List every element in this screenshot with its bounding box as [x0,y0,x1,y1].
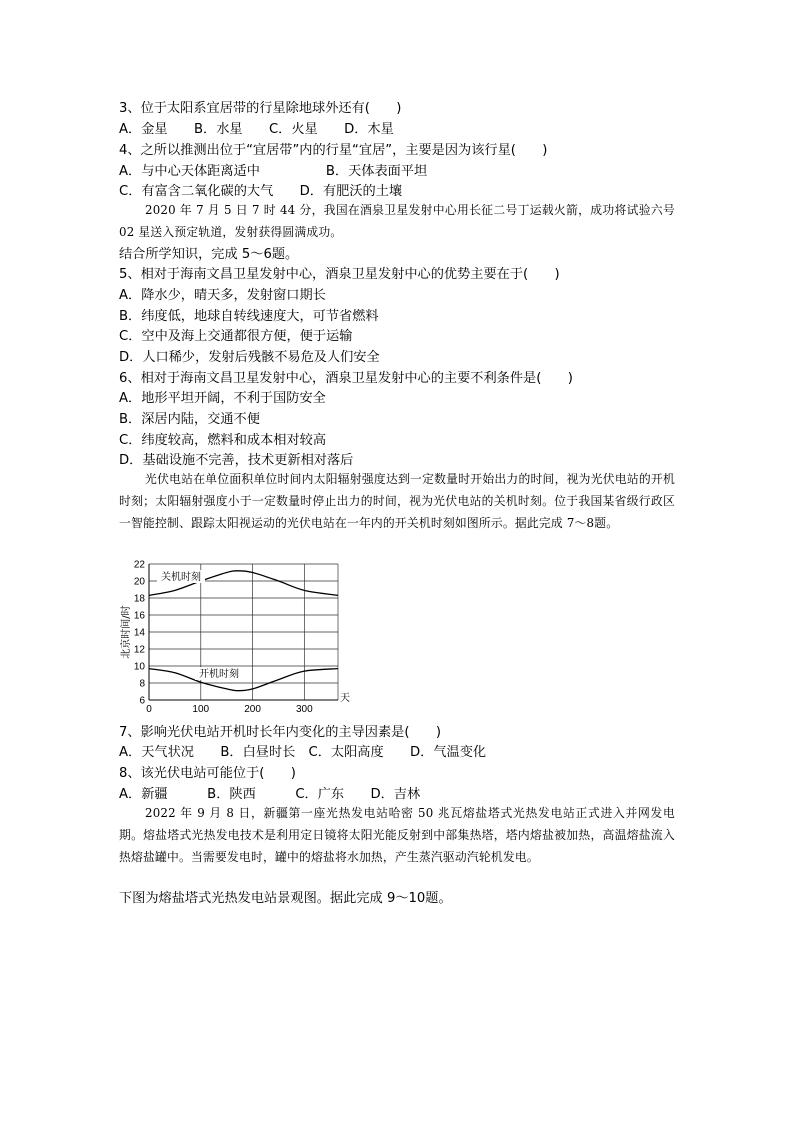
y-tick-label: 6 [139,695,145,707]
q5-option-b: B．纬度低，地球自转线速度大，可节省燃料 [119,309,379,324]
passage-launch [119,199,675,243]
y-axis-label: 北京时间/时 [121,605,132,659]
x-tick-label: 0 [146,704,152,715]
q4-options-cd: C．有富含二氧化碳的大气 D．有肥沃的土壤 [119,184,403,199]
y-tick-label: 10 [133,661,145,673]
q6-stem: 6、相对于海南文昌卫星发射中心，酒泉卫星发射中心的主要不利条件是( ) [119,371,573,386]
q5-option-a: A．降水少，晴天多，发射窗口期长 [119,288,326,303]
chart-grid [149,564,338,700]
q7-stem: 7、影响光伏电站开机时长年内变化的主导因素是( ) [119,725,441,740]
q5-option-c: C．空中及海上交通都很方便，便于运输 [119,329,353,344]
q6-option-b: B．深居内陆，交通不便 [119,412,260,427]
passage-pv-text: 光伏电站在单位面积单位时间内太阳辐射强度达到一定数量时开始出力的时间，视为光伏电站的开机时刻；太阳辐射强度小于一定数量时停止出力的时间，视为光伏电站的关机时刻。位于我国某省级行政区一智能控制、跟踪太阳视运动的光伏电站在一年内的开关机时刻如图所示。据此完成 7～8题。 [119,472,675,530]
y-tick-label: 14 [133,627,145,639]
passage-csp [119,802,675,868]
q6-option-d: D．基础设施不完善，技术更新相对落后 [119,453,354,468]
q6-option-c: C．纬度较高，燃料和成本相对较高 [119,433,327,448]
q6-option-a: A．地形平坦开阔，不利于国防安全 [119,391,326,406]
y-tick-label: 22 [133,559,145,571]
y-tick-label: 8 [139,678,145,690]
y-tick-label: 12 [133,644,145,656]
series-label-shutdown: 关机时刻 [161,572,201,583]
chart-ticks [119,560,350,716]
y-tick-label: 16 [133,610,145,622]
passage-pv [119,468,675,534]
q5-option-d: D．人口稀少，发射后残骸不易危及人们安全 [119,350,380,365]
series-line-1 [149,669,338,691]
y-tick-label: 18 [133,593,145,605]
q3-stem: 3、位于太阳系宜居带的行星除地球外还有( ) [119,101,402,116]
passage-launch-text: 2020 年 7 月 5 日 7 时 44 分，我国在酒泉卫星发射中心用长征二号丁运载火箭，成功将试验六号 02 星送入预定轨道，发射获得圆满成功。 [119,203,675,239]
q5-stem: 5、相对于海南文昌卫星发射中心，酒泉卫星发射中心的优势主要在于( ) [119,267,560,282]
chart-series [149,570,338,691]
x-tick-label: 100 [192,704,210,715]
q8-stem: 8、该光伏电站可能位于( ) [119,766,296,781]
y-tick-label: 20 [133,576,145,588]
passage-csp-text: 2022 年 9 月 8 日，新疆第一座光热发电站哈密 50 兆瓦熔盐塔式光热发电站正式进入并网发电期。熔盐塔式光热发电技术是利用定日镜将太阳光能反射到中部集热塔，塔内熔盐被加热，高温熔盐流入热熔盐罐中。当需要发电时，罐中的熔盐将水加热，产生蒸汽驱动汽轮机发电。 [119,806,675,864]
q3-options: A．金星 B．水星 C．火星 D．木星 [119,122,394,137]
pv-chart [119,558,350,718]
x-tick-label: 200 [244,704,261,715]
q5-6-instruction: 结合所学知识，完成 5～6题。 [119,247,299,262]
q8-options: A．新疆 B．陕西 C．广东 D．吉林 [119,787,421,802]
x-tick-label: 300 [295,704,313,715]
series-label-startup: 开机时刻 [199,669,239,680]
q4-options-ab: A．与中心天体距离适中 B．天体表面平坦 [119,164,428,179]
q4-stem: 4、之所以推测出位于“宜居带”内的行星“宜居”，主要是因为该行星( ) [119,143,548,158]
q9-10-instruction: 下图为熔盐塔式光热发电站景观图。据此完成 9～10题。 [119,891,452,906]
q7-options: A．天气状况 B．白昼时长 C．太阳高度 D．气温变化 [119,745,487,760]
x-axis-label: 天 [340,693,350,704]
